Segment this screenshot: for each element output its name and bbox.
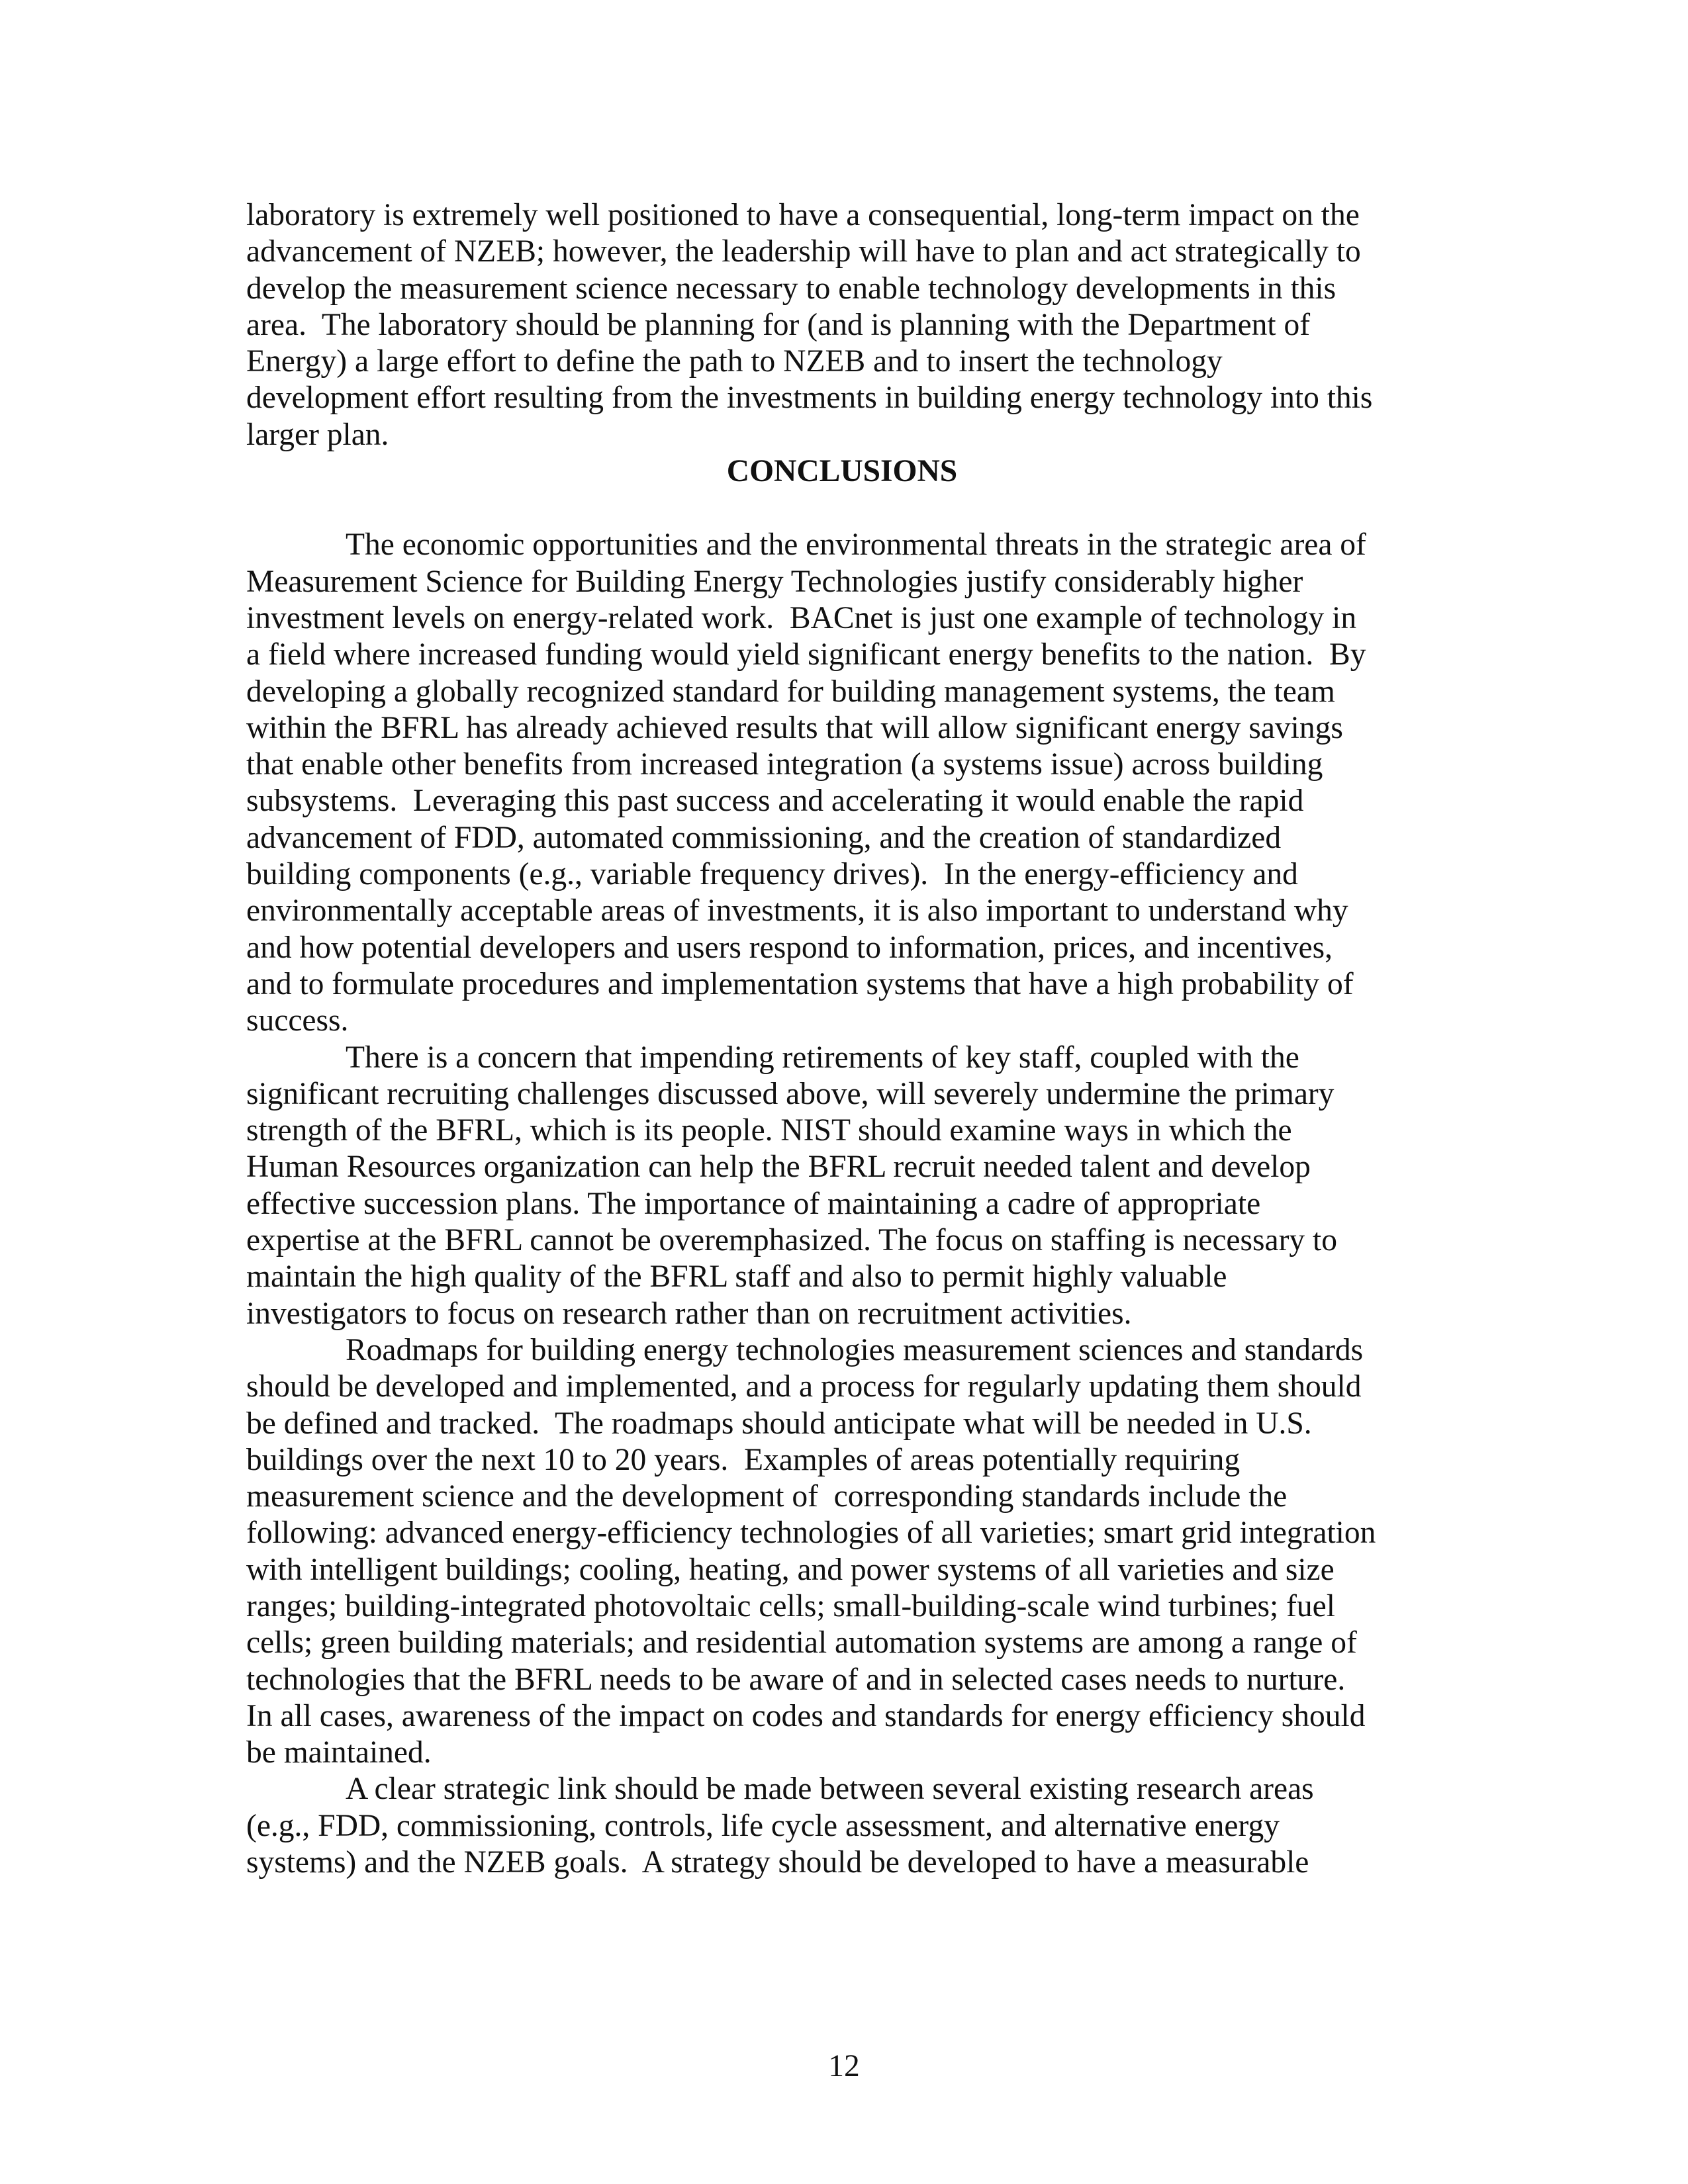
text-line: with intelligent buildings; cooling, heating, and power systems of all varieties and size: [246, 1552, 1335, 1587]
text-line: development effort resulting from the investments in building energy technology into this: [246, 381, 1373, 416]
paragraph-economic-opportunities: [246, 527, 1444, 1039]
text-line: advancement of NZEB; however, the leadership will have to plan and act strategically to: [246, 234, 1361, 269]
paragraph-strategic-link: [246, 1771, 1444, 1881]
text-line: Roadmaps for building energy technologies measurement sciences and standards: [346, 1332, 1364, 1367]
text-line: and to formulate procedures and implementation systems that have a high probability of: [246, 966, 1354, 1001]
text-line: strength of the BFRL, which is its people. NIST should examine ways in which the: [246, 1113, 1292, 1148]
text-line: systems) and the NZEB goals. A strategy should be developed to have a measurable: [246, 1845, 1309, 1880]
text-line: (e.g., FDD, commissioning, controls, life cycle assessment, and alternative energy: [246, 1808, 1280, 1843]
text-line: within the BFRL has already achieved results that will allow significant energy savings: [246, 710, 1343, 745]
text-line: Human Resources organization can help the BFRL recruit needed talent and develop: [246, 1150, 1311, 1185]
text-line: A clear strategic link should be made between several existing research areas: [346, 1772, 1314, 1807]
text-line: ranges; building-integrated photovoltaic cells; small-building-scale wind turbines; fuel: [246, 1588, 1335, 1623]
text-line: developing a globally recognized standard for building management systems, the team: [246, 674, 1335, 709]
text-line: buildings over the next 10 to 20 years. Examples of areas potentially requiring: [246, 1442, 1241, 1477]
text-line: and how potential developers and users respond to information, prices, and incentives,: [246, 930, 1333, 965]
section-heading: CONCLUSIONS: [726, 454, 958, 489]
text-line: that enable other benefits from increased integration (a systems issue) across building: [246, 747, 1323, 782]
text-line: following: advanced energy-efficiency technologies of all varieties; smart grid integration: [246, 1516, 1376, 1551]
text-line: environmentally acceptable areas of investments, it is also important to understand why: [246, 893, 1348, 929]
paragraph-staff-retirements: [246, 1040, 1444, 1332]
text-line: advancement of FDD, automated commissioning, and the creation of standardized: [246, 820, 1282, 855]
text-line: a field where increased funding would yield significant energy benefits to the nation. By: [246, 637, 1366, 672]
text-line: effective succession plans. The importance of maintaining a cadre of appropriate: [246, 1186, 1261, 1221]
text-line: develop the measurement science necessary to enable technology developments in this: [246, 271, 1336, 306]
text-line: area. The laboratory should be planning for (and is planning with the Department of: [246, 307, 1311, 342]
text-line: measurement science and the development of corresponding standards include the: [246, 1479, 1288, 1514]
text-line: investment levels on energy-related work. BACnet is just one example of technology in: [246, 600, 1357, 635]
text-line: should be developed and implemented, and a process for regularly updating them should: [246, 1369, 1362, 1404]
text-line: In all cases, awareness of the impact on codes and standards for energy efficiency should: [246, 1698, 1366, 1733]
page-number: 12: [828, 2049, 860, 2083]
text-line: success.: [246, 1003, 349, 1038]
paragraph-roadmaps: [246, 1332, 1444, 1772]
text-line: technologies that the BFRL needs to be aware of and in selected cases needs to nurture.: [246, 1662, 1346, 1697]
text-line: building components (e.g., variable frequency drives). In the energy-efficiency and: [246, 857, 1298, 892]
paragraph-continuation: [246, 197, 1444, 453]
text-line: expertise at the BFRL cannot be overemphasized. The focus on staffing is necessary to: [246, 1223, 1337, 1258]
text-line: maintain the high quality of the BFRL staff and also to permit highly valuable: [246, 1259, 1227, 1295]
text-line: There is a concern that impending retirements of key staff, coupled with the: [346, 1040, 1299, 1075]
text-line: subsystems. Leveraging this past success and accelerating it would enable the rapid: [246, 784, 1304, 819]
text-line: larger plan.: [246, 417, 389, 452]
text-line: investigators to focus on research rather than on recruitment activities.: [246, 1296, 1132, 1331]
text-line: be defined and tracked. The roadmaps should anticipate what will be needed in U.S.: [246, 1406, 1312, 1441]
text-line: Measurement Science for Building Energy Technologies justify considerably higher: [246, 564, 1303, 599]
text-line: Energy) a large effort to define the path to NZEB and to insert the technology: [246, 344, 1223, 379]
text-line: laboratory is extremely well positioned to have a consequential, long-term impact on the: [246, 198, 1360, 232]
text-line: be maintained.: [246, 1735, 432, 1770]
document-body: [246, 197, 1444, 1881]
text-line: The economic opportunities and the environmental threats in the strategic area of: [346, 527, 1366, 563]
text-line: significant recruiting challenges discussed above, will severely undermine the primary: [246, 1076, 1335, 1111]
text-line: cells; green building materials; and residential automation systems are among a range of: [246, 1625, 1357, 1661]
